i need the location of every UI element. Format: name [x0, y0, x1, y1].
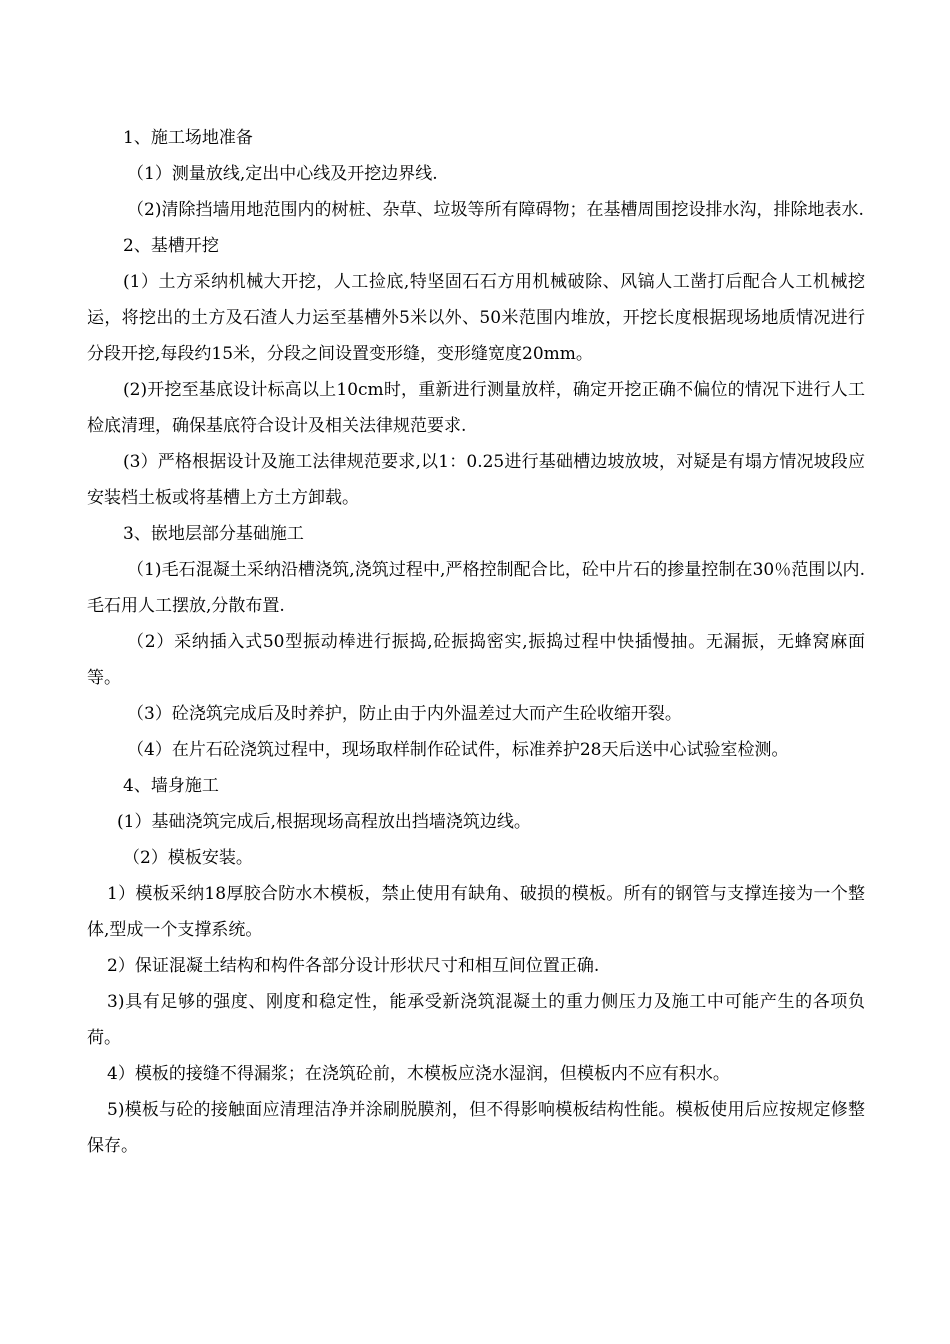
paragraph-2-1: (1）土方采纳机械大开挖，人工捡底,特坚固石石方用机械破除、风镐人工凿打后配合人工机械挖运，将挖出的土方及石渣人力运至基槽外5米以外、50米范围内堆放，开挖长度根据现场地质情况进行分段开挖,每段约15米，分段之间设置变形缝，变形缝宽度20mm。	[87, 272, 865, 364]
paragraph-4-2-1: 1）模板采纳18厚胶合防水木模板，禁止使用有缺角、破损的模板。所有的钢管与支撑连接为一个整体,型成一个支撑系统。	[87, 884, 865, 940]
section-heading-1: 1、施工场地准备	[123, 128, 253, 148]
document-body	[87, 120, 865, 1164]
section-heading-3: 3、嵌地层部分基础施工	[123, 524, 304, 544]
paragraph-4-2: （2）模板安装。	[123, 848, 253, 868]
paragraph-2-2: (2)开挖至基底设计标高以上10cm时，重新进行测量放样，确定开挖正确不偏位的情况下进行人工检底清理，确保基底符合设计及相关法律规范要求.	[87, 380, 865, 436]
paragraph-4-2-3: 3)具有足够的强度、刚度和稳定性，能承受新浇筑混凝土的重力侧压力及施工中可能产生的各项负荷。	[87, 992, 865, 1048]
paragraph-1-1: （1）测量放线,定出中心线及开挖边界线.	[127, 164, 438, 184]
paragraph-4-2-2: 2）保证混凝土结构和构件各部分设计形状尺寸和相互间位置正确.	[107, 956, 600, 976]
paragraph-1-2: （2)清除挡墙用地范围内的树桩、杂草、垃圾等所有障碍物；在基槽周围挖设排水沟，排除地表水.	[127, 200, 864, 220]
paragraph-4-2-4: 4）模板的接缝不得漏浆；在浇筑砼前，木模板应浇水湿润，但模板内不应有积水。	[107, 1064, 730, 1084]
paragraph-3-4: （4）在片石砼浇筑过程中，现场取样制作砼试件，标准养护28天后送中心试验室检测。	[127, 740, 789, 760]
paragraph-4-1: (1）基础浇筑完成后,根据现场高程放出挡墙浇筑边线。	[117, 812, 531, 832]
paragraph-3-3: （3）砼浇筑完成后及时养护，防止由于内外温差过大而产生砼收缩开裂。	[127, 704, 682, 724]
paragraph-3-2: （2）采纳插入式50型振动棒进行振捣,砼振捣密实,振捣过程中快插慢抽。无漏振，无蜂窝麻面等。	[87, 632, 865, 688]
paragraph-3-1: （1)毛石混凝土采纳沿槽浇筑,浇筑过程中,严格控制配合比，砼中片石的掺量控制在30％范围以内.毛石用人工摆放,分散布置.	[87, 560, 865, 616]
paragraph-2-3: (3）严格根据设计及施工法律规范要求,以1：0.25进行基础槽边坡放坡，对疑是有塌方情况坡段应安装档土板或将基槽上方土方卸载。	[87, 452, 865, 508]
section-heading-4: 4、墙身施工	[123, 776, 219, 796]
paragraph-4-2-5: 5)模板与砼的接触面应清理洁净并涂刷脱膜剂，但不得影响模板结构性能。模板使用后应按规定修整保存。	[87, 1100, 865, 1156]
section-heading-2: 2、基槽开挖	[123, 236, 219, 256]
